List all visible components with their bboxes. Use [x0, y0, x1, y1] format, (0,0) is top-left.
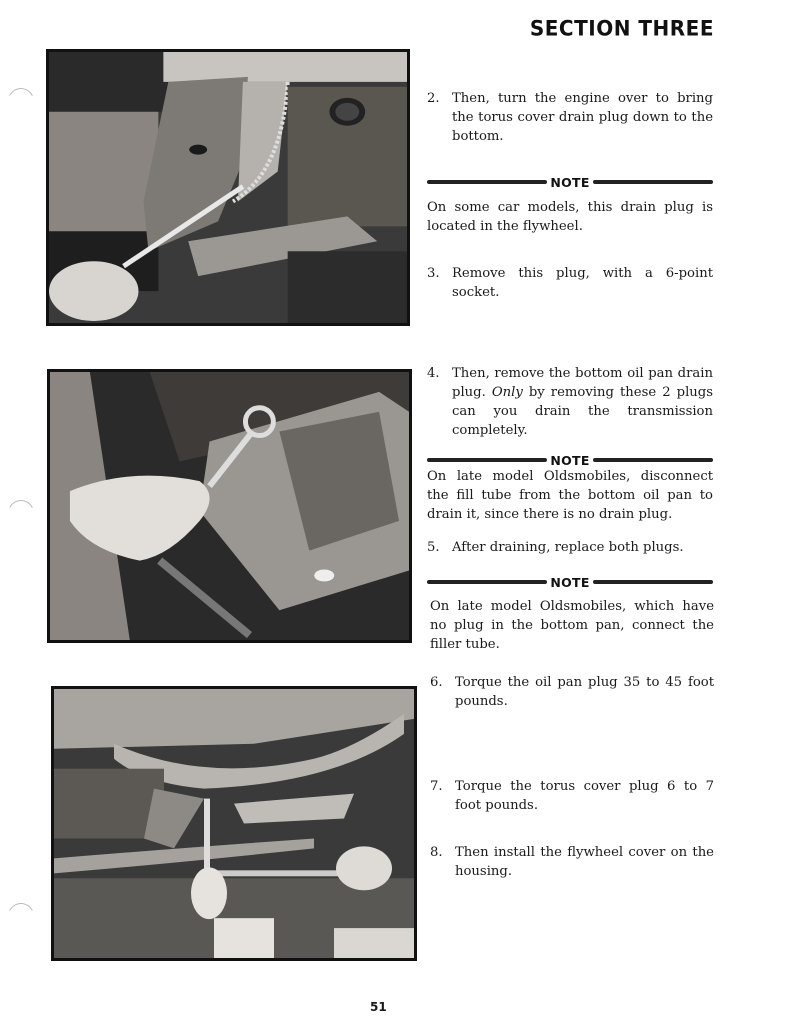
note-rule-right [593, 458, 713, 462]
section-title: SECTION THREE [529, 15, 714, 41]
step-6 [430, 673, 714, 711]
step-text-emphasis: Only [491, 385, 523, 400]
step-8 [430, 843, 714, 881]
step-4 [427, 364, 713, 440]
step-number: 3. [427, 266, 440, 281]
photo-torque-wrench [51, 686, 417, 961]
photo-oil-pan-drain-plug [47, 369, 412, 643]
step-text: Remove this plug, with a 6-point socket. [452, 266, 713, 300]
step-number: 5. [427, 540, 440, 555]
step-7 [430, 777, 714, 815]
note-rule-right [593, 580, 713, 584]
note-label: NOTE [550, 452, 590, 468]
step-5 [427, 538, 713, 557]
binder-hole-mark [4, 899, 37, 932]
step-text: Then, turn the engine over to bring the torus cover drain plug down to the bottom. [452, 91, 713, 144]
step-number: 8. [430, 845, 443, 860]
note-label: NOTE [550, 174, 590, 190]
step-number: 6. [430, 675, 443, 690]
photo-torus-drain-plug [46, 49, 410, 326]
step-text [452, 364, 713, 440]
note-divider [427, 175, 713, 189]
step-number: 7. [430, 779, 443, 794]
note-rule-left [427, 180, 547, 184]
step-text: Torque the oil pan plug 35 to 45 foot pounds. [455, 675, 714, 709]
note-1-text: On some car models, this drain plug is located in the flywheel. [427, 200, 713, 234]
step-3 [427, 264, 713, 302]
note-rule-left [427, 458, 547, 462]
note-label: NOTE [550, 574, 590, 590]
binder-hole-mark [4, 496, 37, 529]
step-text: Then install the flywheel cover on the housing. [455, 845, 714, 879]
step-2 [427, 89, 713, 146]
note-rule-left [427, 580, 547, 584]
step-text: After draining, replace both plugs. [452, 540, 684, 555]
note-divider [427, 453, 713, 467]
binder-hole-mark [4, 84, 37, 117]
step-text: Torque the torus cover plug 6 to 7 foot pounds. [455, 779, 714, 813]
note-rule-right [593, 180, 713, 184]
note-3-text: On late model Oldsmobiles, which have no plug in the bottom pan, connect the filler tube. [430, 599, 714, 652]
note-2-text: On late model Oldsmobiles, disconnect the fill tube from the bottom oil pan to drain it, since there is no drain plug. [427, 469, 713, 522]
step-number: 2. [427, 91, 440, 106]
step-text-part: Then, remove the bottom oil pan drain plug. [452, 366, 713, 400]
note-divider [427, 575, 713, 589]
step-text-part: by removing these 2 plugs can you drain the transmission completely. [452, 385, 713, 438]
page-number: 51 [370, 1000, 387, 1014]
step-number: 4. [427, 366, 440, 381]
